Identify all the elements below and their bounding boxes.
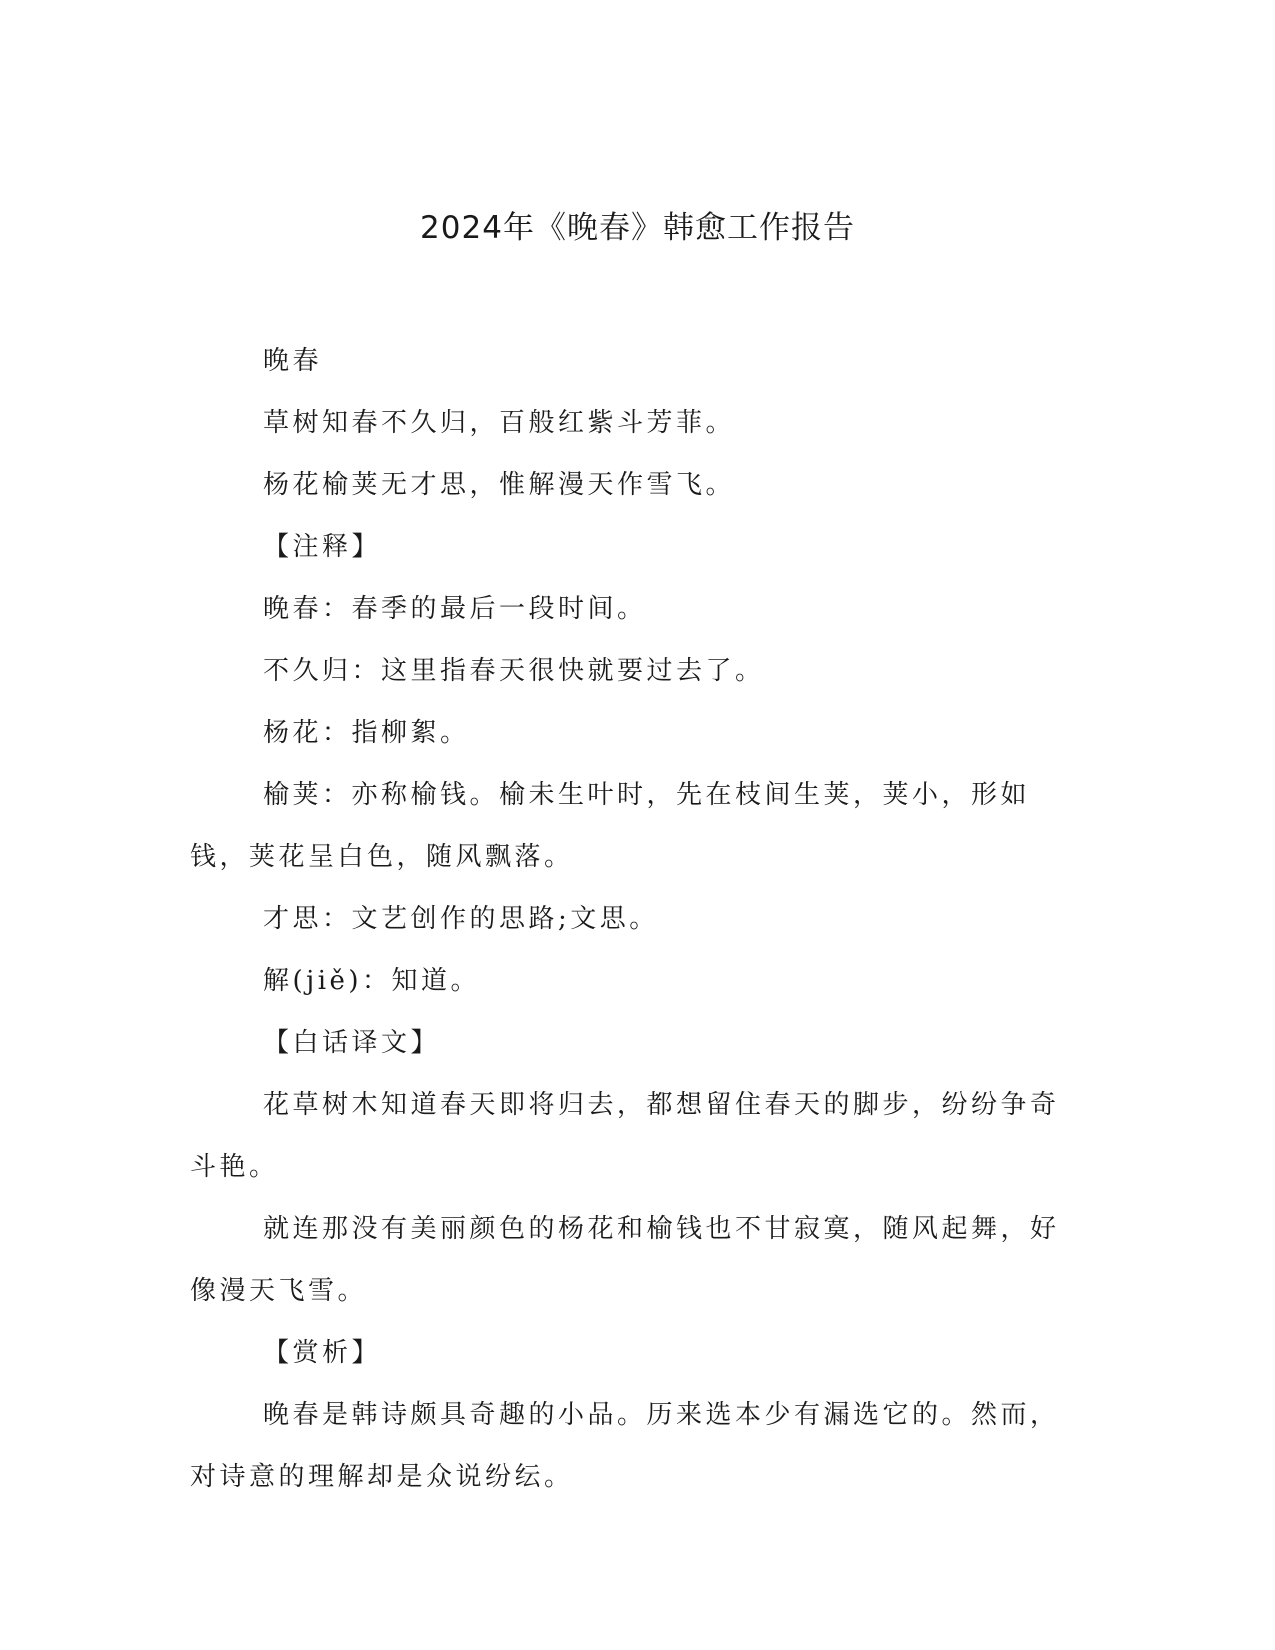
appreciation-paragraph: 晚春是韩诗颇具奇趣的小品。历来选本少有漏选它的。然而，对诗意的理解却是众说纷纭。 [190, 1400, 1060, 1492]
annotation-item: 不久归：这里指春天很快就要过去了。 [263, 656, 765, 686]
document-body [190, 330, 1080, 1508]
appreciation-heading: 【赏析】 [263, 1338, 382, 1368]
document-title: 2024年《晚春》韩愈工作报告 [420, 210, 855, 246]
poem-line-1: 草树知春不久归，百般红紫斗芳菲。 [263, 408, 736, 438]
poem-line-2: 杨花榆荚无才思，惟解漫天作雪飞。 [263, 470, 736, 500]
annotation-item: 解(jiě)：知道。 [263, 966, 481, 996]
annotation-item: 晚春：春季的最后一段时间。 [263, 594, 647, 624]
annotation-item: 才思：文艺创作的思路;文思。 [263, 904, 659, 934]
translation-paragraph: 就连那没有美丽颜色的杨花和榆钱也不甘寂寞，随风起舞，好像漫天飞雪。 [190, 1214, 1060, 1306]
annotation-heading: 【注释】 [263, 532, 382, 562]
annotation-item: 榆荚：亦称榆钱。榆未生叶时，先在枝间生荚，荚小，形如钱，荚花呈白色，随风飘落。 [190, 780, 1031, 872]
translation-heading: 【白话译文】 [263, 1028, 441, 1058]
poem-heading: 晚春 [263, 346, 323, 376]
annotation-item: 杨花：指柳絮。 [263, 718, 470, 748]
translation-paragraph: 花草树木知道春天即将归去，都想留住春天的脚步，纷纷争奇斗艳。 [190, 1090, 1060, 1182]
